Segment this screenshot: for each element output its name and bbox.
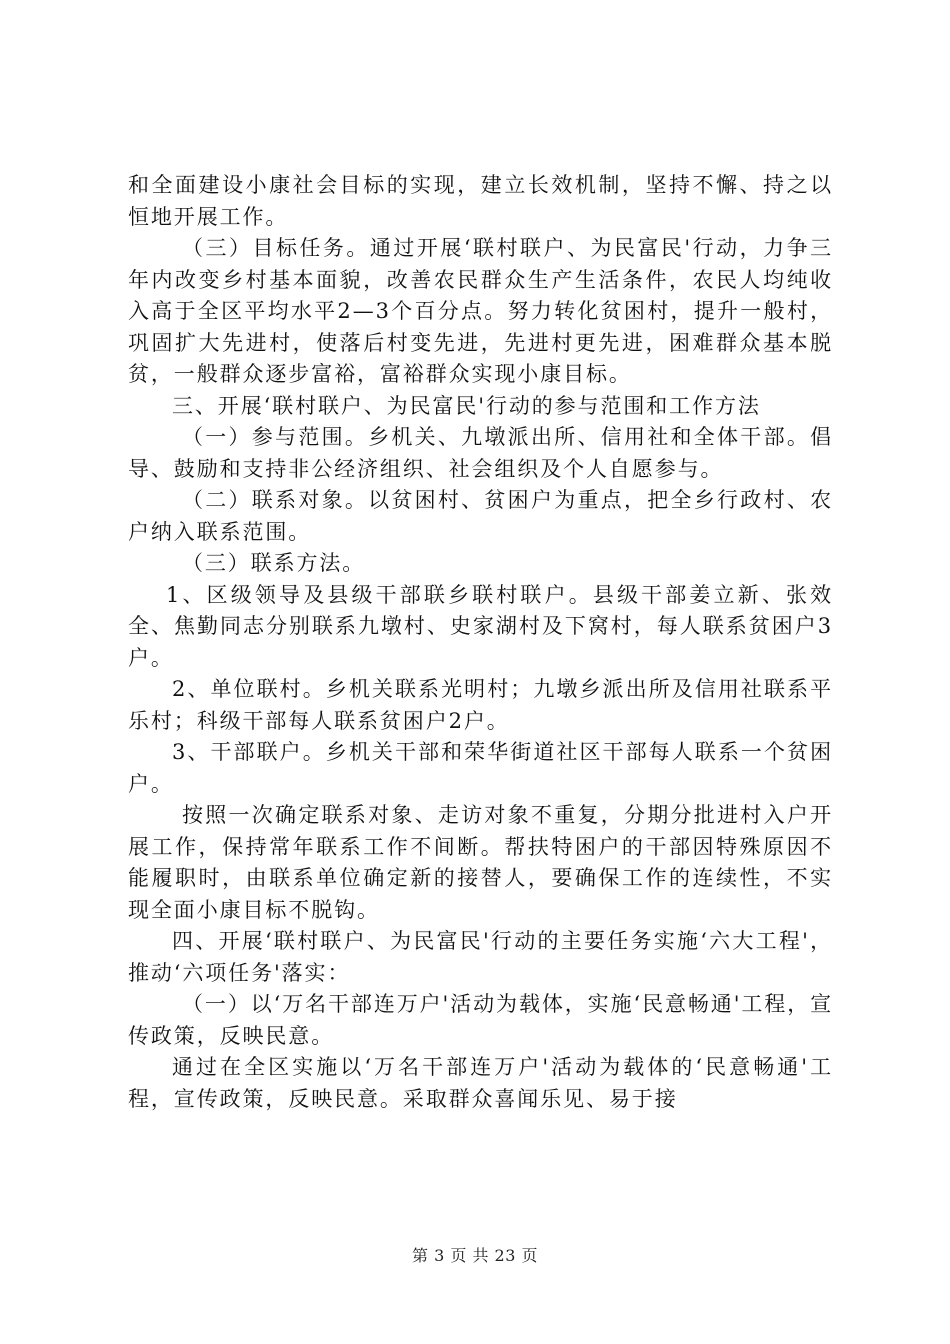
section-heading-4: 四、开展‘联村联户、为民富民'行动的主要任务实施‘六大工程'，推动‘六项任务'落实：	[128, 929, 833, 985]
page-number-footer: 第 3 页 共 23 页	[412, 1246, 538, 1265]
paragraph-method-3: 3、干部联户。乡机关干部和荣华街道社区干部每人联系一个贫困户。	[128, 740, 833, 796]
paragraph-method-2: 2、单位联村。乡机关联系光明村；九墩乡派出所及信用社联系平乐村；科级干部每人联系贫困户2户。	[128, 677, 833, 733]
paragraph-scope: （一）参与范围。乡机关、九墩派出所、信用社和全体干部。倡导、鼓励和支持非公经济组织、社会组织及个人自愿参与。	[128, 425, 833, 481]
document-body	[128, 170, 833, 1115]
paragraph-project-1: （一）以‘万名干部连万户'活动为载体，实施‘民意畅通'工程，宣传政策，反映民意。	[128, 992, 833, 1048]
paragraph-method-1: 1、区级领导及县级干部联乡联村联户。县级干部姜立新、张效全、焦勤同志分别联系九墩村、史家湖村及下窝村，每人联系贫困户3户。	[128, 582, 833, 670]
paragraph-project-1-detail: 通过在全区实施以‘万名干部连万户'活动为载体的‘民意畅通'工程，宣传政策，反映民意。采取群众喜闻乐见、易于接	[128, 1055, 833, 1111]
paragraph-contacts: （二）联系对象。以贫困村、贫困户为重点，把全乡行政村、农户纳入联系范围。	[128, 488, 833, 544]
paragraph-goal-tasks: （三）目标任务。通过开展‘联村联户、为民富民'行动，力争三年内改变乡村基本面貌，改善农民群众生产生活条件，农民人均纯收入高于全区平均水平2—3个百分点。努力转化贫困村，提升一般村，巩固扩大先进村，使落后村变先进，先进村更先进，困难群众基本脱贫，一般群众逐步富裕，富裕群众实现小康目标。	[128, 236, 833, 386]
paragraph-continuation: 和全面建设小康社会目标的实现，建立长效机制，坚持不懈、持之以恒地开展工作。	[128, 173, 833, 229]
paragraph-schedule: 按照一次确定联系对象、走访对象不重复，分期分批进村入户开展工作，保持常年联系工作不间断。帮扶特困户的干部因特殊原因不能履职时，由联系单位确定新的接替人，要确保工作的连续性，不实现全面小康目标不脱钩。	[128, 803, 833, 922]
paragraph-methods-heading: （三）联系方法。	[182, 551, 366, 575]
section-heading-3: 三、开展‘联村联户、为民富民'行动的参与范围和工作方法	[172, 393, 761, 418]
